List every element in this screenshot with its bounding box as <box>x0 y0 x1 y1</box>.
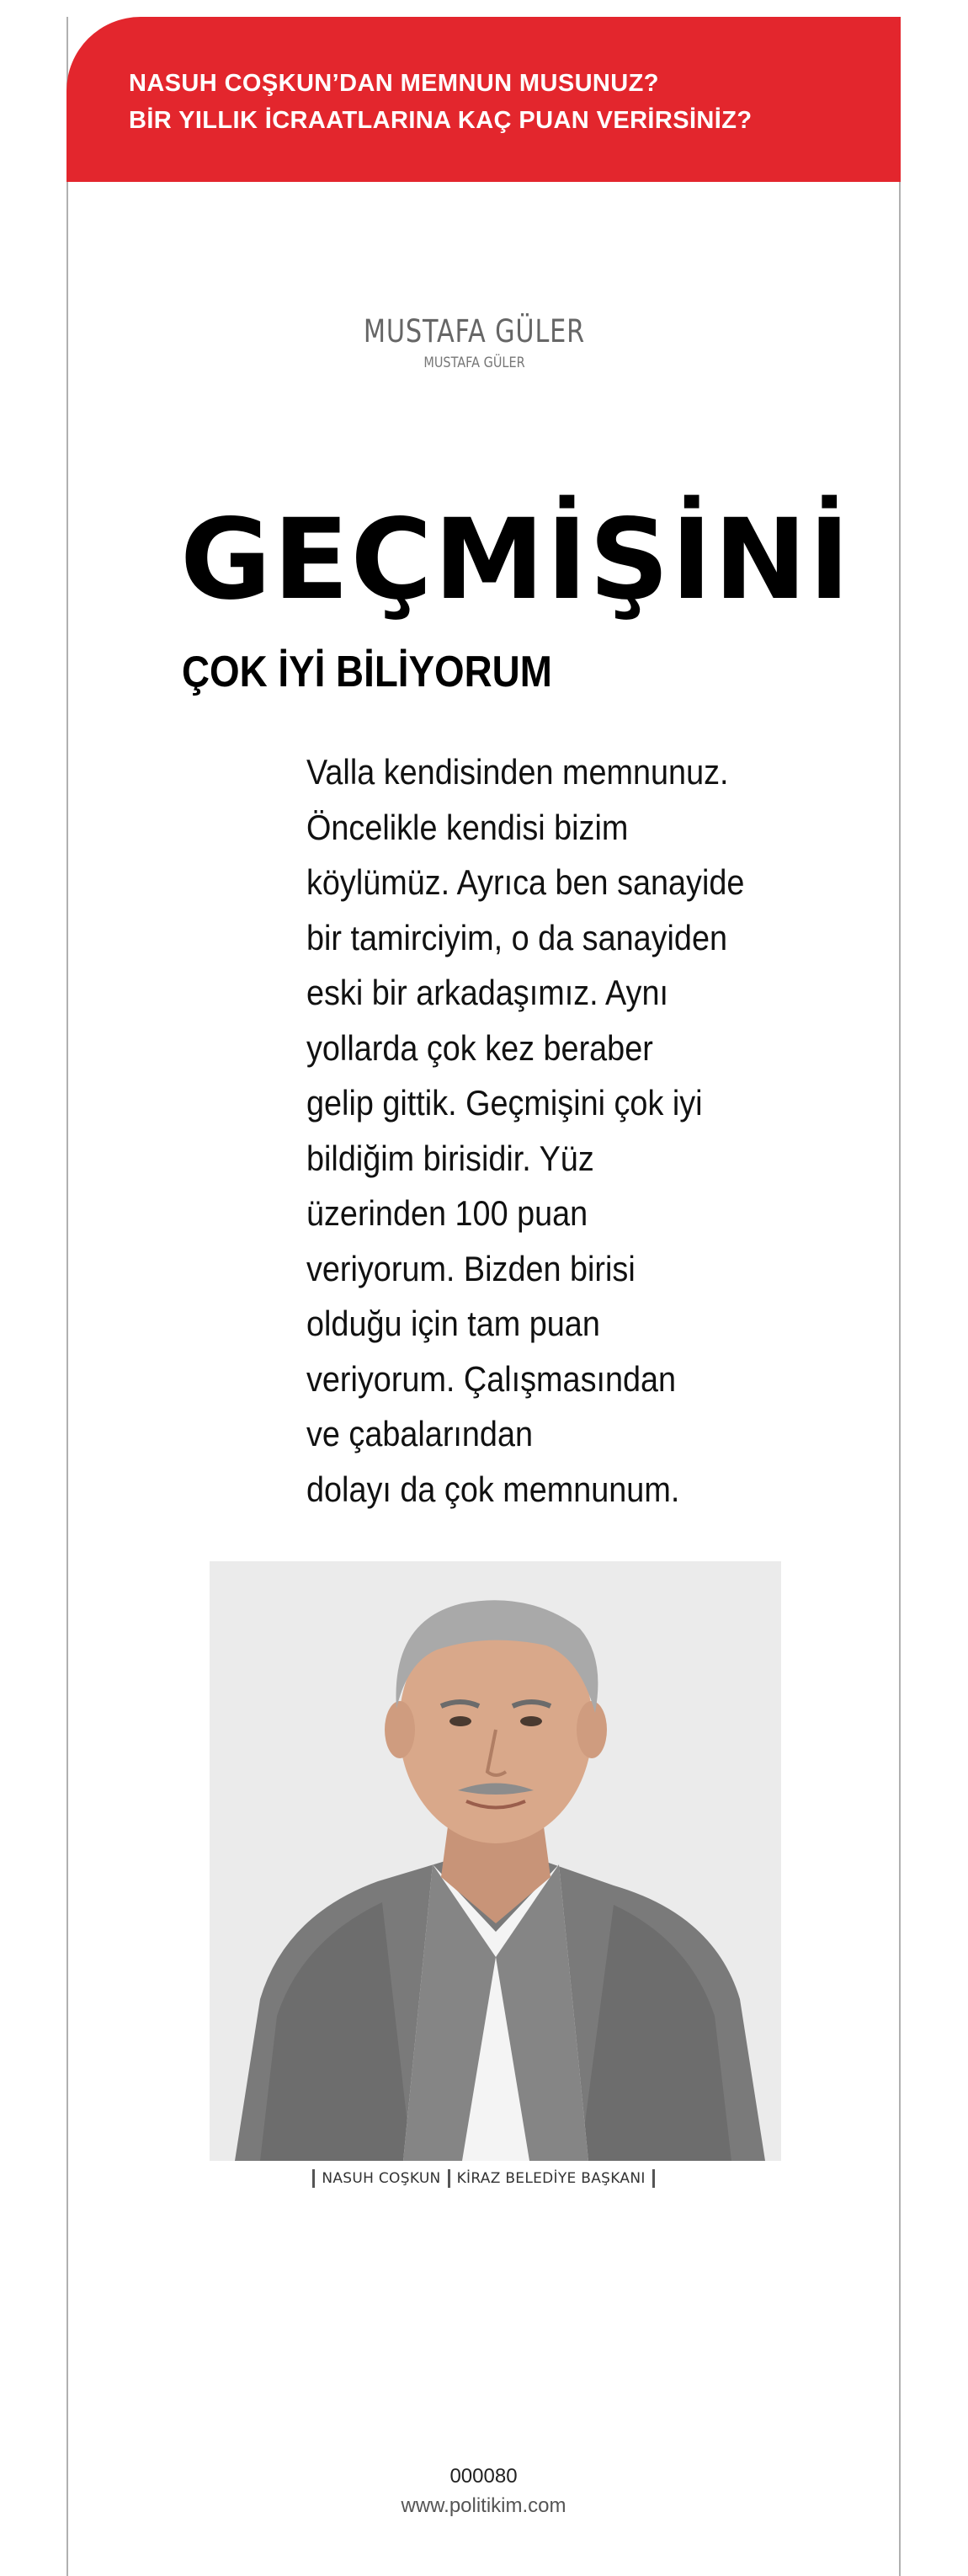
quote-line: bildiğim birisidir. Yüz <box>306 1138 594 1178</box>
caption-divider <box>448 2169 450 2188</box>
quote-line: gelip gittik. Geçmişini çok iyi <box>306 1083 703 1123</box>
photo-caption <box>66 2169 901 2188</box>
author-block <box>57 313 891 372</box>
quote-line: üzerinden 100 puan <box>306 1193 588 1233</box>
header-banner <box>66 17 901 182</box>
caption-title: KİRAZ BELEDİYE BAŞKANI <box>456 2170 646 2187</box>
quote-line: yollarda çok kez beraber <box>306 1027 653 1068</box>
quote-body <box>306 744 845 1517</box>
quote-line: Valla kendisinden memnunuz. <box>306 752 729 792</box>
quote-line: bir tamirciyim, o da sanayiden <box>306 917 728 957</box>
portrait-photo <box>210 1561 781 2161</box>
quote-line: eski bir arkadaşımız. Aynı <box>306 973 668 1012</box>
banner-question-2: BİR YILLIK İCRAATLARINA KAÇ PUAN VERİRSİNİZ? <box>129 107 753 134</box>
quote-line: veriyorum. Çalışmasından <box>306 1358 677 1399</box>
caption-name: NASUH COŞKUN <box>322 2170 441 2187</box>
caption-divider <box>652 2169 655 2188</box>
subheadline: ÇOK İYİ BİLİYORUM <box>182 648 552 696</box>
quote-line: veriyorum. Bizden birisi <box>306 1248 636 1288</box>
portrait-illustration <box>210 1561 781 2161</box>
footer-url: www.politikim.com <box>401 2494 566 2517</box>
quote-line: ve çabalarından <box>306 1414 534 1453</box>
author-name: MUSTAFA GÜLER <box>363 313 586 349</box>
quote-line: Öncelikle kendisi bizim <box>306 807 629 847</box>
quote-line: köylümüz. Ayrıca ben sanayide <box>306 862 745 902</box>
headline: GEÇMİŞİNİ <box>180 495 852 625</box>
quote-line: dolayı da çok memnunum. <box>306 1469 680 1509</box>
author-subtitle: MUSTAFA GÜLER <box>423 355 525 371</box>
footer-code: 000080 <box>449 2465 518 2488</box>
banner-question-1: NASUH COŞKUN’DAN MEMNUN MUSUNUZ? <box>129 70 659 97</box>
quote-line: olduğu için tam puan <box>306 1304 600 1343</box>
caption-divider <box>312 2169 315 2188</box>
